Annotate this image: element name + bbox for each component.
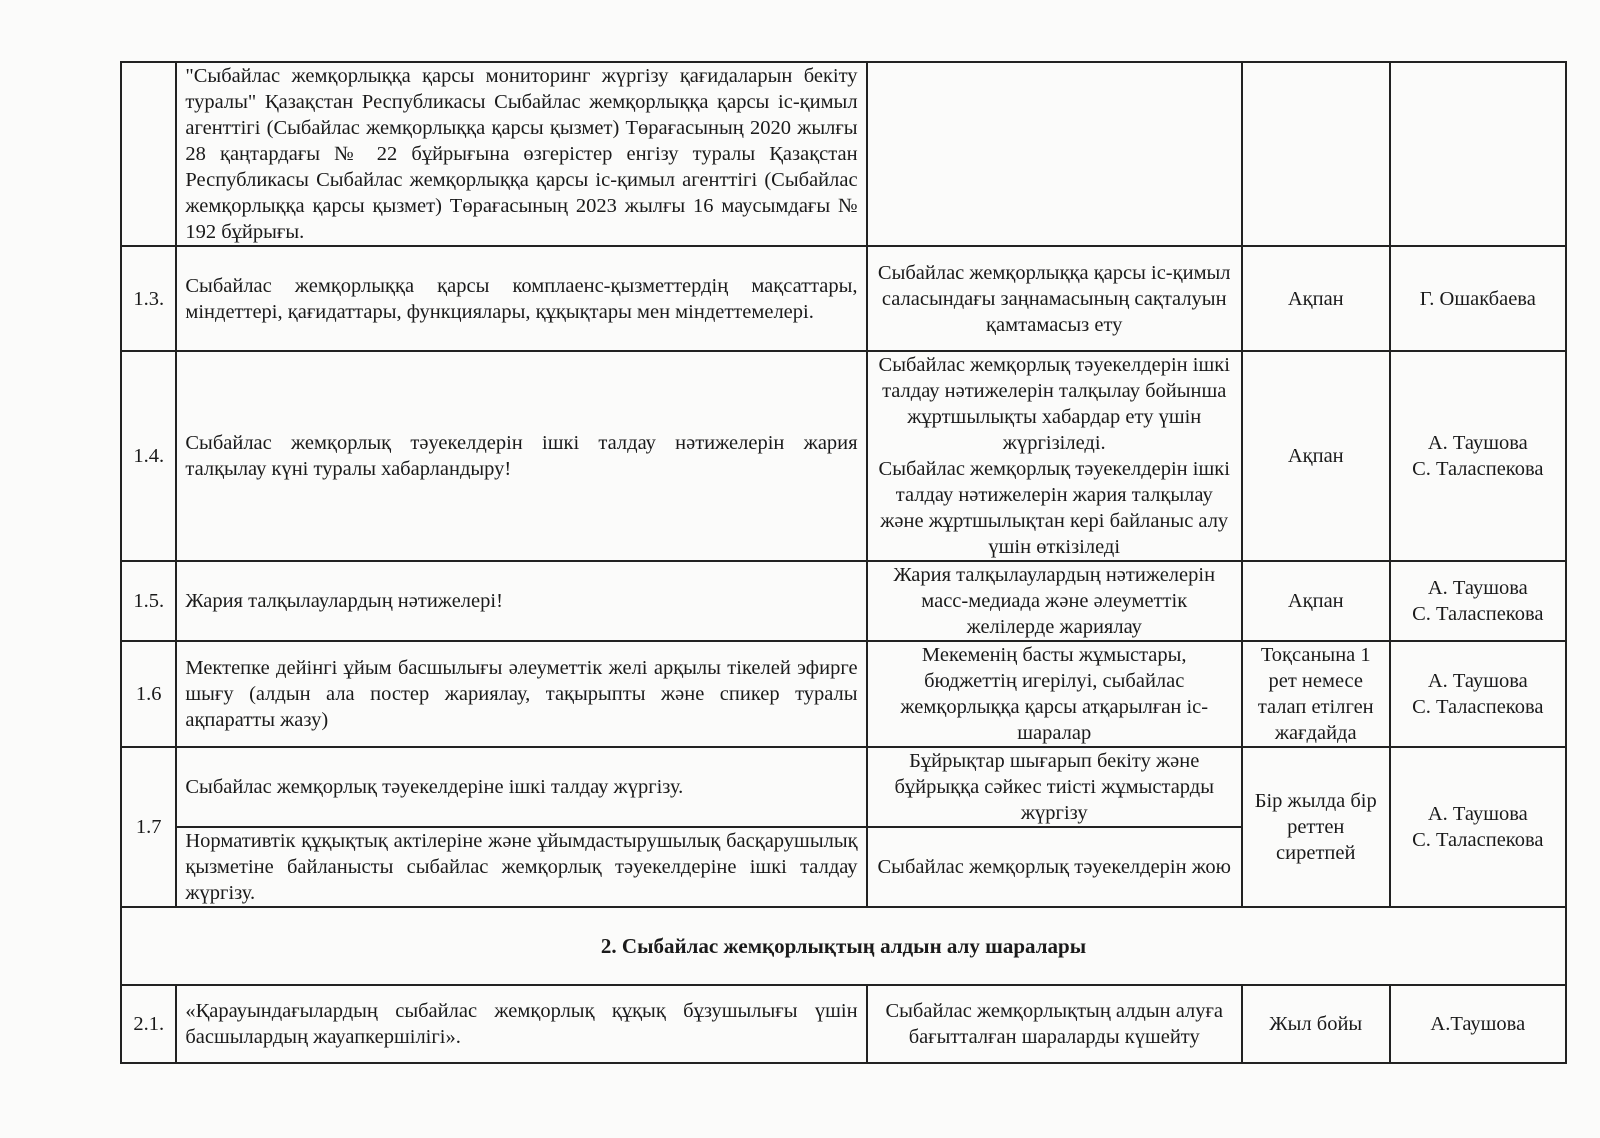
- section-title: 2. Сыбайлас жемқорлықтың алдын алу шаралары: [121, 907, 1566, 985]
- table-row: [121, 985, 1566, 1063]
- row-number-cell: [121, 62, 176, 246]
- row-number-cell: 1.5.: [121, 561, 176, 641]
- row-result-cell: [867, 62, 1242, 246]
- result-text: Сыбайлас жемқорлық тәуекелдерін ішкі талдау нәтижелерін талқылау бойынша жұртшылықты хабардар ету үшін жүргізіледі.: [878, 354, 1230, 454]
- row-responsible-cell: [1390, 62, 1566, 246]
- row-description-cell: Жария талқылаулардың нәтижелері!: [176, 561, 866, 641]
- row-result-cell: Бұйрықтар шығарып бекіту және бұйрыққа сәйкес тиісті жұмыстарды жүргізу: [867, 747, 1242, 827]
- row-responsible-cell: А.Таушова: [1390, 985, 1566, 1063]
- row-result-cell: Сыбайлас жемқорлықтың алдын алуға бағытталған шараларды күшейту: [867, 985, 1242, 1063]
- row-deadline-cell: Жыл бойы: [1242, 985, 1390, 1063]
- row-responsible-cell: Г. Ошакбаева: [1390, 246, 1566, 351]
- row-deadline-cell: Тоқсанына 1 рет немесе талап етілген жағдайда: [1242, 641, 1390, 747]
- responsible-name: С. Таласпекова: [1412, 458, 1544, 480]
- row-description-cell: "Сыбайлас жемқорлыққа қарсы мониторинг жүргізу қағидаларын бекіту туралы" Қазақстан Республикасы Сыбайлас жемқорлыққа қарсы іс-қимыл агенттігі (Сыбайлас жемқорлыққа қарсы қызмет) Төрағасының 2020 жылғы 28 қаңтардағы № 22 бұйрығына өзгерістер енгізу туралы Қазақстан Республикасы Сыбайлас жемқорлыққа қарсы іс-қимыл агенттігі (Сыбайлас жемқорлыққа қарсы қызмет) Төрағасының 2023 жылғы 16 маусымдағы № 192 бұйрығы.: [176, 62, 866, 246]
- row-deadline-cell: Ақпан: [1242, 351, 1390, 561]
- responsible-name: С. Таласпекова: [1412, 829, 1544, 851]
- table-row: [121, 561, 1566, 641]
- responsible-name: С. Таласпекова: [1412, 696, 1544, 718]
- section-heading-row: [121, 907, 1566, 985]
- table-row: [121, 351, 1566, 561]
- row-result-cell: Мекеменің басты жұмыстары, бюджеттің игерілуі, сыбайлас жемқорлыққа қарсы атқарылған іс-шаралар: [867, 641, 1242, 747]
- responsible-name: А. Таушова: [1427, 577, 1528, 599]
- row-deadline-cell: Бір жылда бір реттен сиретпей: [1242, 747, 1390, 907]
- row-number-cell: 1.4.: [121, 351, 176, 561]
- row-responsible-cell: [1390, 641, 1566, 747]
- row-number-cell: 2.1.: [121, 985, 176, 1063]
- table-row: [121, 747, 1566, 827]
- row-result-cell: Сыбайлас жемқорлыққа қарсы іс-қимыл саласындағы заңнамасының сақталуын қамтамасыз ету: [867, 246, 1242, 351]
- row-number-cell: 1.3.: [121, 246, 176, 351]
- row-description-cell: Сыбайлас жемқорлық тәуекелдерін ішкі талдау нәтижелерін жария талқылау күні туралы хабарландыру!: [176, 351, 866, 561]
- action-plan-table: [120, 61, 1567, 1064]
- row-deadline-cell: Ақпан: [1242, 246, 1390, 351]
- row-number-cell: 1.6: [121, 641, 176, 747]
- responsible-name: А. Таушова: [1427, 432, 1528, 454]
- responsible-name: А. Таушова: [1427, 670, 1528, 692]
- responsible-name: С. Таласпекова: [1412, 603, 1544, 625]
- result-text: Сыбайлас жемқорлық тәуекелдерін ішкі талдау нәтижелерін жария талқылау және жұртшылықтан кері байланыс алу үшін өткізіледі: [878, 458, 1230, 558]
- row-result-cell: [867, 351, 1242, 561]
- responsible-name: А. Таушова: [1427, 803, 1528, 825]
- row-deadline-cell: Ақпан: [1242, 561, 1390, 641]
- row-number-cell: 1.7: [121, 747, 176, 907]
- row-result-cell: Жария талқылаулардың нәтижелерін масс-медиада және әлеуметтік желілерде жариялау: [867, 561, 1242, 641]
- row-deadline-cell: [1242, 62, 1390, 246]
- row-responsible-cell: [1390, 351, 1566, 561]
- row-result-cell: Сыбайлас жемқорлық тәуекелдерін жою: [867, 827, 1242, 907]
- table-row: [121, 641, 1566, 747]
- row-description-cell: Сыбайлас жемқорлыққа қарсы комплаенс-қызметтердің мақсаттары, міндеттері, қағидаттары, функциялары, құқықтары мен міндеттемелері.: [176, 246, 866, 351]
- table-row: [121, 62, 1566, 246]
- row-description-cell: Нормативтік құқықтық актілеріне және ұйымдастырушылық басқарушылық қызметіне байланысты сыбайлас жемқорлық тәуекелдеріне ішкі талдау жүргізу.: [176, 827, 866, 907]
- row-responsible-cell: [1390, 747, 1566, 907]
- row-responsible-cell: [1390, 561, 1566, 641]
- row-description-cell: Сыбайлас жемқорлық тәуекелдеріне ішкі талдау жүргізу.: [176, 747, 866, 827]
- row-description-cell: Мектепке дейінгі ұйым басшылығы әлеуметтік желі арқылы тікелей эфирге шығу (алдын ала постер жариялау, тақырыпты және спикер туралы ақпаратты жазу): [176, 641, 866, 747]
- table-row: [121, 246, 1566, 351]
- row-description-cell: «Қарауындағылардың сыбайлас жемқорлық құқық бұзушылығы үшін басшылардың жауапкершілігі».: [176, 985, 866, 1063]
